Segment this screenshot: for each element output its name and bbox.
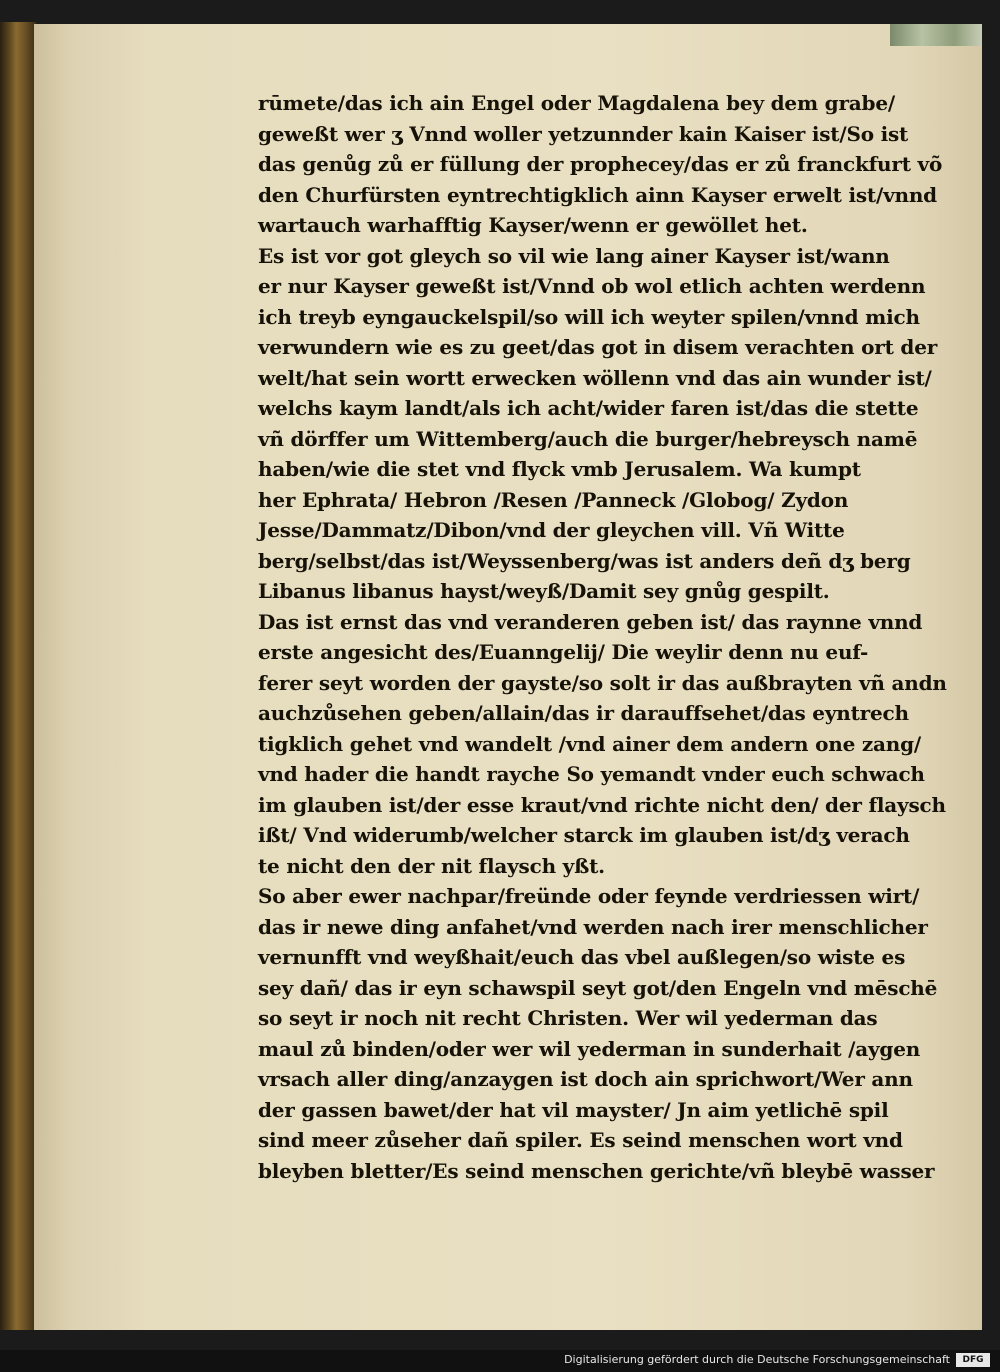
text-line: das genůg zů er füllung der prophecey/das er zů franckfurt võ bbox=[258, 152, 943, 176]
text-line: im glauben ist/der esse kraut/vnd richte nicht den/ der flaysch bbox=[258, 792, 946, 817]
page-text bbox=[258, 88, 988, 1186]
text-line: Jesse/Dammatz/Dibon/vnd der gleychen vill. Vñ Witte bbox=[258, 518, 845, 542]
text-line: berg/selbst/das ist/Weyssenberg/was ist anders deñ dʒ berg bbox=[258, 548, 911, 573]
text-line: so seyt ir noch nit recht Christen. Wer wil yederman das bbox=[258, 1006, 878, 1030]
dfg-logo: DFG bbox=[956, 1353, 990, 1367]
text-line: welt/hat sein wortt erwecken wöllenn vnd das ain wunder ist/ bbox=[258, 365, 932, 390]
text-line: te nicht den der nit flaysch yßt. bbox=[258, 853, 605, 878]
footer-bar bbox=[0, 1350, 1000, 1372]
text-line: ißt/ Vnd widerumb/welcher starck im glauben ist/dʒ verach bbox=[258, 823, 910, 847]
text-line: er nur Kayser geweßt ist/Vnnd ob wol etlich achten werdenn bbox=[258, 274, 926, 298]
funding-credit: Digitalisierung gefördert durch die Deutsche Forschungsgemeinschaft bbox=[564, 1353, 950, 1366]
text-line: tigklich gehet vnd wandelt /vnd ainer dem andern one zang/ bbox=[258, 731, 921, 756]
text-line: vñ dörffer um Wittemberg/auch die burger/hebreysch namē bbox=[258, 426, 918, 451]
text-line: bleyben bletter/Es seind menschen gerichte/vñ bleybē wasser bbox=[258, 1158, 935, 1183]
text-line: haben/wie die stet vnd flyck vmb Jerusalem. Wa kumpt bbox=[258, 457, 861, 481]
text-line: verwundern wie es zu geet/das got in disem verachten ort der bbox=[258, 335, 938, 359]
text-line: So aber ewer nachpar/freünde oder feynde verdriessen wirt/ bbox=[258, 884, 920, 908]
text-line: das ir newe ding anfahet/vnd werden nach irer menschlicher bbox=[258, 914, 928, 939]
text-line: Libanus libanus hayst/weyß/Damit sey gnůg gespilt. bbox=[258, 579, 830, 603]
text-line: ich treyb eyngauckelspil/so will ich weyter spilen/vnnd mich bbox=[258, 304, 920, 329]
text-line: geweßt wer ʒ Vnnd woller yetzunnder kain Kaiser ist/So ist bbox=[258, 121, 909, 146]
text-line: vrsach aller ding/anzaygen ist doch ain sprichwort/Wer ann bbox=[258, 1067, 913, 1091]
text-line: vnd hader die handt rayche So yemandt vnder euch schwach bbox=[258, 762, 925, 786]
text-line: her Ephrata/ Hebron /Resen /Panneck /Globog/ Zydon bbox=[258, 487, 849, 512]
text-line: den Churfürsten eyntrechtigklich ainn Kayser erwelt ist/vnnd bbox=[258, 182, 937, 207]
text-line: maul zů binden/oder wer wil yederman in sunderhait /aygen bbox=[258, 1036, 921, 1061]
text-line: vernunfft vnd weyßhait/euch das vbel außlegen/so wiste es bbox=[258, 945, 906, 969]
scan-color-strip bbox=[890, 24, 982, 46]
text-line: sind meer zůseher dañ spiler. Es seind menschen wort vnd bbox=[258, 1128, 903, 1152]
text-line: erste angesicht des/Euanngelij/ Die weylir denn nu euf- bbox=[258, 640, 869, 664]
text-line: wartauch warhafftig Kayser/wenn er gewöllet het. bbox=[258, 213, 808, 237]
text-line: sey dañ/ das ir eyn schawspil seyt got/den Engeln vnd mēschē bbox=[258, 975, 938, 1000]
text-line: der gassen bawet/der hat vil mayster/ Jn aim yetlichē spil bbox=[258, 1097, 889, 1122]
text-line: welchs kaym landt/als ich acht/wider faren ist/das die stette bbox=[258, 396, 919, 420]
text-line: ferer seyt worden der gayste/so solt ir das außbrayten vñ andn bbox=[258, 670, 947, 695]
text-line: Es ist vor got gleych so vil wie lang ainer Kayser ist/wann bbox=[258, 243, 890, 268]
text-line: rūmete/das ich ain Engel oder Magdalena bey dem grabe/ bbox=[258, 91, 895, 115]
book-binding-edge bbox=[0, 22, 36, 1330]
text-line: auchzůsehen geben/allain/das ir darauffsehet/das eyntrech bbox=[258, 701, 909, 725]
text-line: Das ist ernst das vnd veranderen geben ist/ das raynne vnnd bbox=[258, 609, 923, 634]
